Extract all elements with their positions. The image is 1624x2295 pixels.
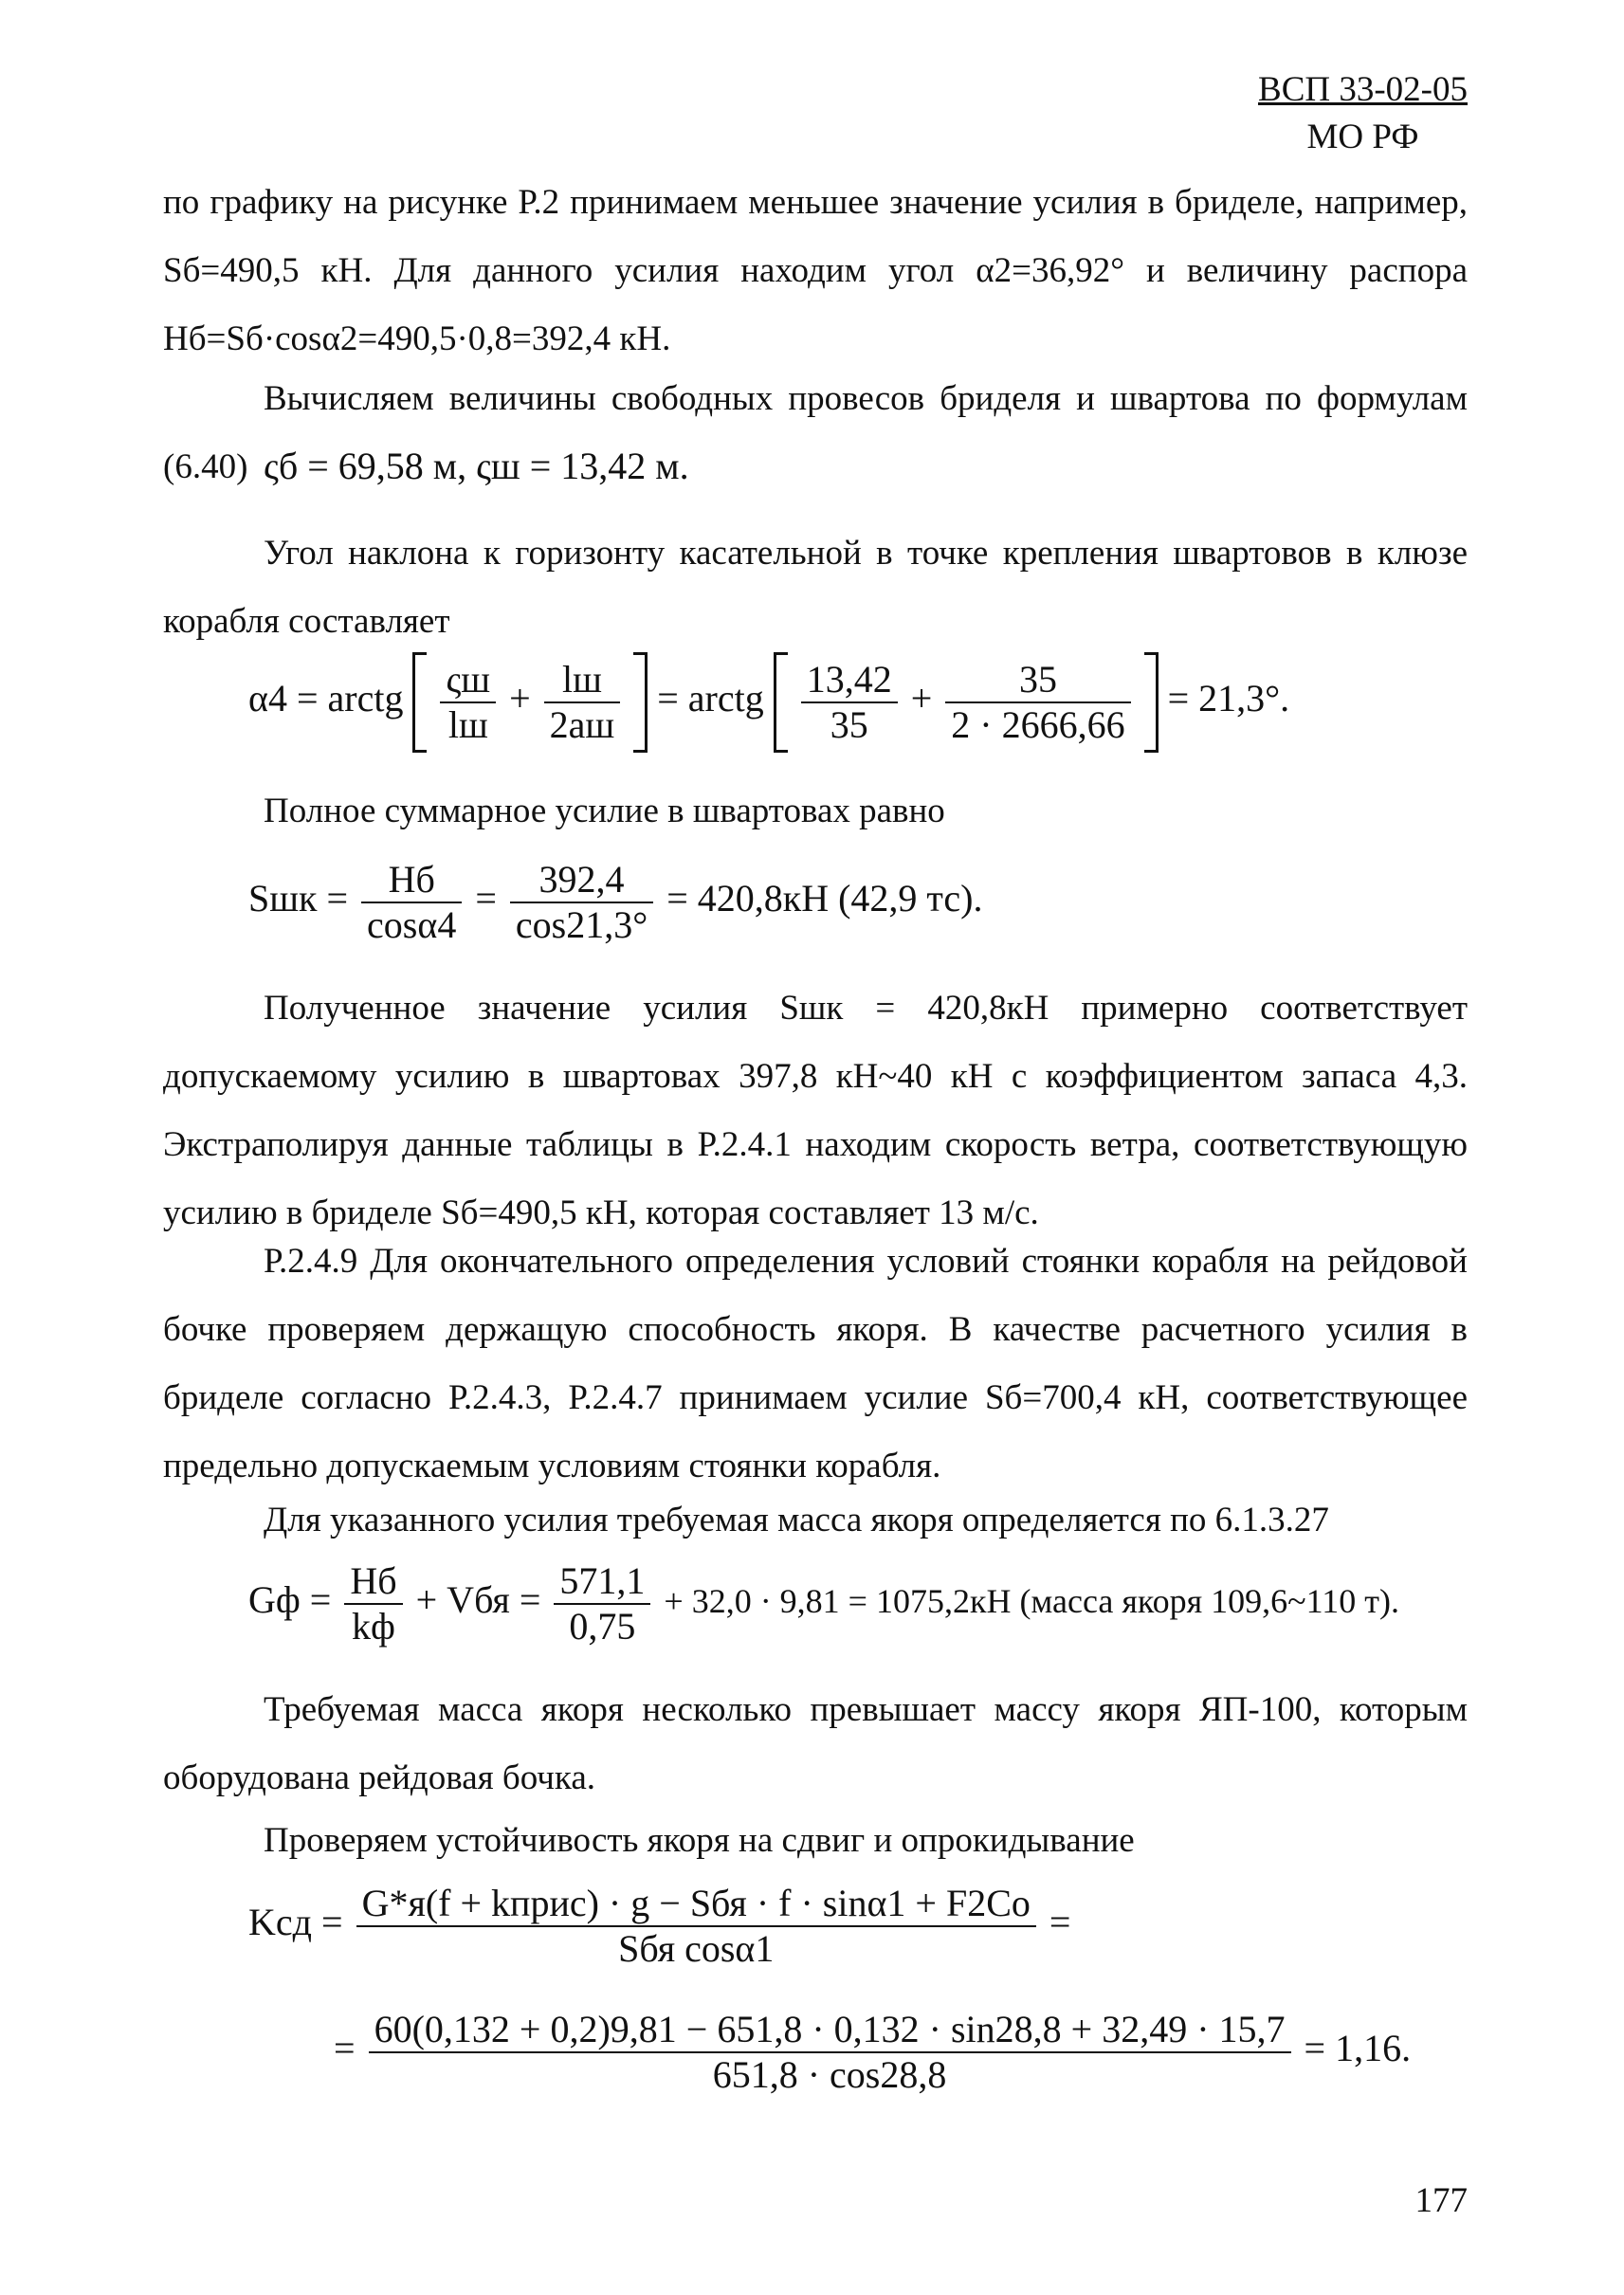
equation-G-anchor: [248, 1559, 1399, 1648]
organization: МО РФ: [1306, 118, 1419, 156]
eq1-bracket-left-2: [774, 652, 788, 753]
eq4-lead: =: [334, 2027, 356, 2070]
eq1-fraction-3: $\frac{13,42}{35}$: [801, 658, 898, 747]
eq4-trail: =: [1049, 1901, 1071, 1944]
sag-equation: ςб = 69,58 м, ςш = 13,42 м.: [264, 445, 689, 487]
paragraph-9: Проверяем устойчивость якоря на сдвиг и опрокидывание: [264, 1821, 1135, 1860]
eq1-lhs: α4 = arctg: [248, 677, 404, 720]
paragraph-8: Требуемая масса якоря несколько превышает массу якоря ЯП-100, которым оборудована рейдовая бочка.: [163, 1690, 1468, 1797]
eq1-mid: = arctg: [657, 677, 764, 720]
paragraph-5: Полученное значение усилия Sшк = 420,8кН примерно соответствует допускаемому усилию в швартовах 397,8 кН~40 кН с коэффициентом запаса 4,3. Экстраполируя данные таблицы в Р.2.4.1 находим скорость ветра, соответствующую усилию в бриделе Sб=490,5 кН, которая составляет 13 м/с.: [163, 989, 1468, 1232]
eq3-lhs: Gф =: [248, 1578, 332, 1622]
page-header: [1258, 66, 1468, 161]
eq1-bracket-left: [412, 652, 427, 753]
document-code: ВСП 33-02-05: [1258, 70, 1468, 109]
paragraph-3: Угол наклона к горизонту касательной в точке крепления швартовов в клюзе корабля составляет: [163, 534, 1468, 641]
eq1-result: = 21,3°.: [1167, 677, 1290, 720]
paragraph-1: по графику на рисунке Р.2 принимаем меньшее значение усилия в бриделе, например, Sб=490,5 кН. Для данного усилия находим угол α2=36,92° и величину распора Hб=Sб·cosα2=490,5·0,8=392,4 кН.: [163, 183, 1468, 358]
eq2-fraction-2: $\frac{392,4}{\cos 21,3^\circ}$: [510, 858, 653, 947]
eq4-result: = 1,16.: [1304, 2027, 1412, 2070]
paragraph-7: Для указанного усилия требуемая масса якоря определяется по 6.1.3.27: [264, 1501, 1329, 1539]
eq1-fraction-2: $\frac{lш}{2aш}$: [544, 658, 621, 747]
paragraph-2: Вычисляем величины свободных провесов бриделя и швартова по формулам (6.40): [163, 379, 1468, 486]
page-number: 177: [1414, 2181, 1468, 2220]
paragraph-6: Р.2.4.9 Для окончательного определения условий стоянки корабля на рейдовой бочке проверяем держащую способность якоря. В качестве расчетного усилия в бриделе согласно Р.2.4.3, Р.2.4.7 принимаем усилие Sб=700,4 кН, соответствующее предельно допускаемым условиям стоянки корабля.: [163, 1242, 1468, 1485]
eq4-lhs: Kсд =: [248, 1901, 343, 1944]
eq4-fraction-2: $\frac{60(0,132 + 0,2)9,81 - 651,8 \cdot 0,132 \cdot \sin 28,8 + 32,49 \cdot 15,7}{651,8 \cdot \cos 28,8}$: [369, 2008, 1291, 2097]
eq1-bracket-right-2: [1144, 652, 1159, 753]
eq3-result: + 32,0 · 9,81 = 1075,2кН (масса якоря 109,6~110 т).: [664, 1582, 1399, 1621]
equation-K-shift-line1: [248, 1882, 1070, 1971]
equation-K-shift-line2: [334, 2008, 1411, 2097]
eq1-fraction-4: $\frac{35}{2 \cdot 2666,66}$: [945, 658, 1130, 747]
paragraph-4: Полное суммарное усилие в швартовах равно: [264, 792, 945, 830]
equation-S-total: Sшк = $\frac{Hб}{\cos\alpha 4}$ = $\frac{392,4}{\cos 21,3^\circ}$ = 420,8кН (42,9 тс).: [248, 858, 983, 946]
equation-alpha4: α4 = arctg $\frac{\varsigma ш}{lш}$ + $\frac{lш}{2aш}$ = arctg $\frac{13,42}{35}$ + $\frac{35}{2 \cdot 2666,66}$ = 21,3°.: [248, 652, 1289, 753]
eq2-fraction-1: $\frac{Hб}{\cos\alpha 4}$: [361, 858, 462, 947]
eq3-mid: + Vбя =: [415, 1578, 541, 1622]
eq3-fraction-2: $\frac{571,1}{0,75}$: [554, 1559, 650, 1648]
eq1-bracket-right: [633, 652, 648, 753]
eq2-result: = 420,8кН (42,9 тс).: [666, 877, 983, 920]
eq3-fraction-1: $\frac{Hб}{kф}$: [344, 1559, 402, 1648]
eq4-fraction-1: $\frac{\text{G*я(f + kприс) · g − Sбя · f · sinα1 + F2Cо}}{\text{Sбя cosα1}}$: [356, 1882, 1036, 1971]
eq1-fraction-1: $\frac{\varsigma ш}{lш}$: [440, 658, 496, 747]
eq2-lhs: Sшк =: [248, 877, 349, 920]
